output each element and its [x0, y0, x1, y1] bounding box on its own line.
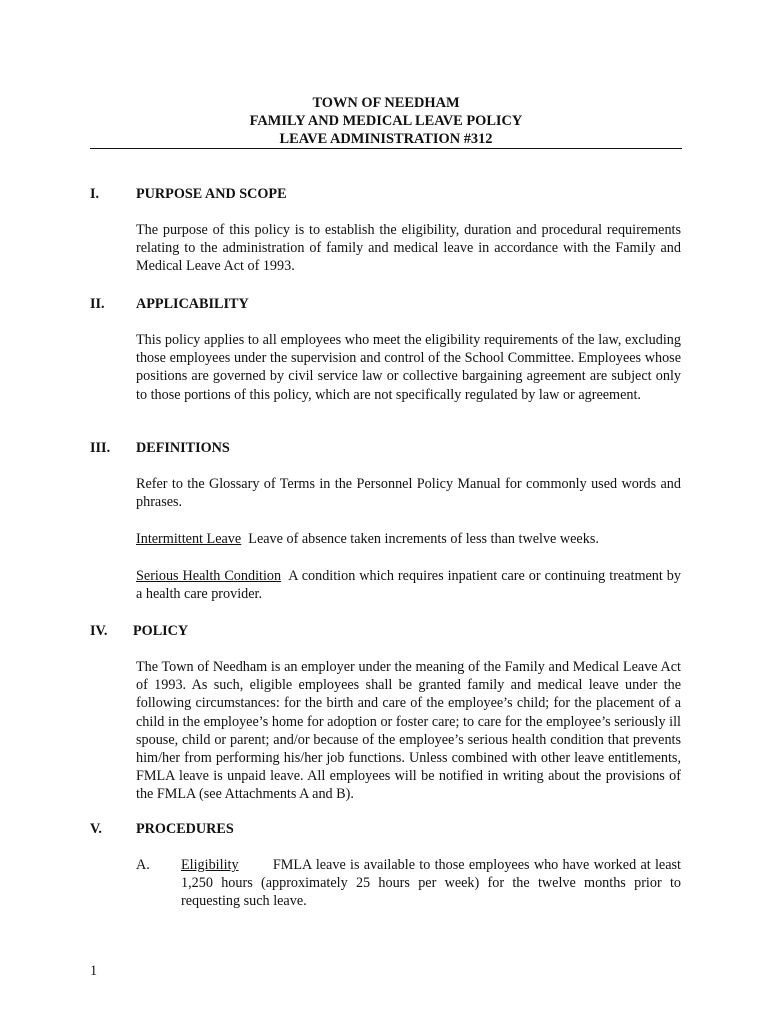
section-number: I. [90, 186, 100, 202]
section-number: II. [90, 296, 105, 312]
section-title: APPLICABILITY [136, 296, 249, 312]
definition-text: Leave of absence taken increments of less than twelve weeks. [248, 531, 599, 547]
section-number: III. [90, 440, 111, 456]
purpose-paragraph: The purpose of this policy is to establish the eligibility, duration and procedural requirements relating to the administration of family and medical leave in accordance with the Family and Medical Leave Act of 1993. [136, 222, 681, 275]
header-rule [90, 148, 682, 149]
definition-serious-health-condition [136, 567, 681, 603]
section-title: DEFINITIONS [136, 440, 230, 456]
definition-text: A condition which requires inpatient care or continuing treatment by a health care provider. [136, 568, 681, 603]
header-policy-number: LEAVE ADMINISTRATION #312 [279, 131, 493, 148]
policy-paragraph: The Town of Needham is an employer under the meaning of the Family and Medical Leave Act of 1993. As such, eligible employees shall be granted family and medical leave under the following circumstances: for the birth and care of the employee’s child; for the placement of a child in the employee’s home for adoption or foster care; to care for the employee’s seriously ill spouse, child or parent; and/or because of the employee’s serious health condition that prevents him/her from performing his/her job functions. Unless combined with other leave entitlements, FMLA leave is unpaid leave. All employees will be notified in writing about the provisions of the FMLA (see Attachments A and B). [136, 659, 681, 803]
procedure-item-label: A. [136, 857, 150, 873]
applicability-paragraph: This policy applies to all employees who meet the eligibility requirements of the law, excluding those employees under the supervision and control of the School Committee. Employees whose positions are governed by civil service law or collective bargaining agreement are subject only to those portions of this policy, which are not specifically regulated by law or agreement. [136, 332, 681, 403]
page-number: 1 [90, 963, 98, 979]
procedure-item-term: Eligibility [181, 857, 239, 873]
procedure-item-text: FMLA leave is available to those employees who have worked at least 1,250 hours (approximately 25 hours per week) for the twelve months prior to requesting such leave. [181, 857, 681, 910]
procedure-item-body [181, 856, 681, 911]
header-policy-name: FAMILY AND MEDICAL LEAVE POLICY [249, 113, 523, 130]
definition-term: Serious Health Condition [136, 568, 282, 584]
document-header [90, 94, 682, 149]
section-number: IV. [90, 623, 108, 639]
definition-intermittent-leave [136, 530, 681, 548]
definitions-paragraph: Refer to the Glossary of Terms in the Personnel Policy Manual for commonly used words and phrases. [136, 476, 681, 511]
definition-term: Intermittent Leave [136, 531, 242, 547]
section-number: V. [90, 821, 102, 837]
section-title: PURPOSE AND SCOPE [136, 186, 287, 202]
header-town: TOWN OF NEEDHAM [312, 95, 460, 111]
section-title: PROCEDURES [136, 821, 234, 837]
section-title: POLICY [133, 623, 189, 639]
